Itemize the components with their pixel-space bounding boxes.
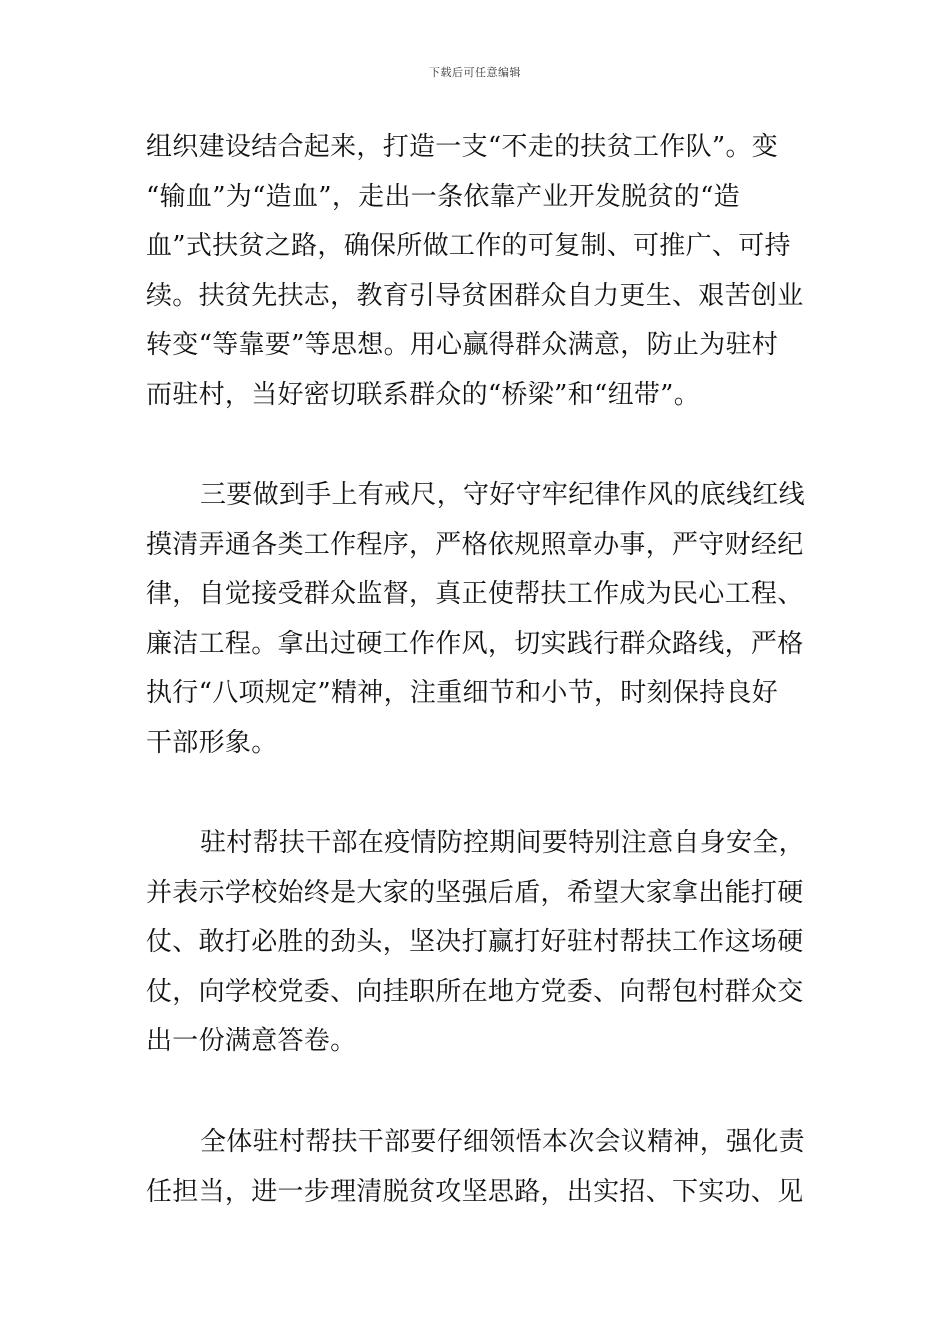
paragraph-4: [146, 1118, 805, 1217]
paragraph-line: 并表示学校始终是大家的坚强后盾，希望大家拿出能打硬: [146, 877, 804, 908]
paragraph-2: [146, 471, 805, 768]
paragraph-line: 任担当，进一步理清脱贫攻坚思路，出实招、下实功、见: [146, 1176, 804, 1207]
paragraph-line: 驻村帮扶干部在疫情防控期间要特别注意自身安全，: [200, 828, 805, 858]
page-header: 下载后可任意编辑: [429, 66, 521, 79]
paragraph-line: “输血”为“造血”，走出一条依靠产业开发脱贫的“造: [146, 181, 740, 212]
paragraph-line: 执行“八项规定”精神，注重细节和小节，时刻保持良好: [146, 678, 779, 708]
paragraph-line: 出一份满意答卷。: [146, 1026, 357, 1056]
paragraph-line: 干部形象。: [146, 727, 278, 758]
paragraph-line: 血”式扶贫之路，确保所做工作的可复制、可推广、可持: [146, 231, 791, 261]
paragraph-line: 仗、敢打必胜的劲头，坚决打赢打好驻村帮扶工作这场硬: [146, 927, 804, 957]
paragraph-3: [146, 819, 805, 1067]
paragraph-line: 而驻村，当好密切联系群众的“桥梁”和“纽带”。: [146, 379, 701, 410]
paragraph-line: 律，自觉接受群众监督，真正使帮扶工作成为民心工程、: [146, 579, 804, 609]
paragraph-line: 全体驻村帮扶干部要仔细领悟本次会议精神，强化责: [200, 1127, 805, 1157]
paragraph-line: 廉洁工程。拿出过硬工作作风，切实践行群众路线，严格: [146, 628, 804, 659]
paragraph-line: 组织建设结合起来，打造一支“不走的扶贫工作队”。变: [146, 132, 779, 162]
paragraph-line: 摸清弄通各类工作程序，严格依规照章办事，严守财经纪: [146, 529, 804, 560]
paragraph-line: 三要做到手上有戒尺，守好守牢纪律作风的底线红线: [200, 480, 805, 510]
paragraph-1: [146, 123, 804, 420]
paragraph-line: 转变“等靠要”等思想。用心赢得群众满意，防止为驻村: [146, 330, 779, 360]
paragraph-line: 仗，向学校党委、向挂职所在地方党委、向帮包村群众交: [146, 976, 804, 1007]
paragraph-line: 续。扶贫先扶志，教育引导贫困群众自力更生、艰苦创业: [146, 280, 804, 311]
